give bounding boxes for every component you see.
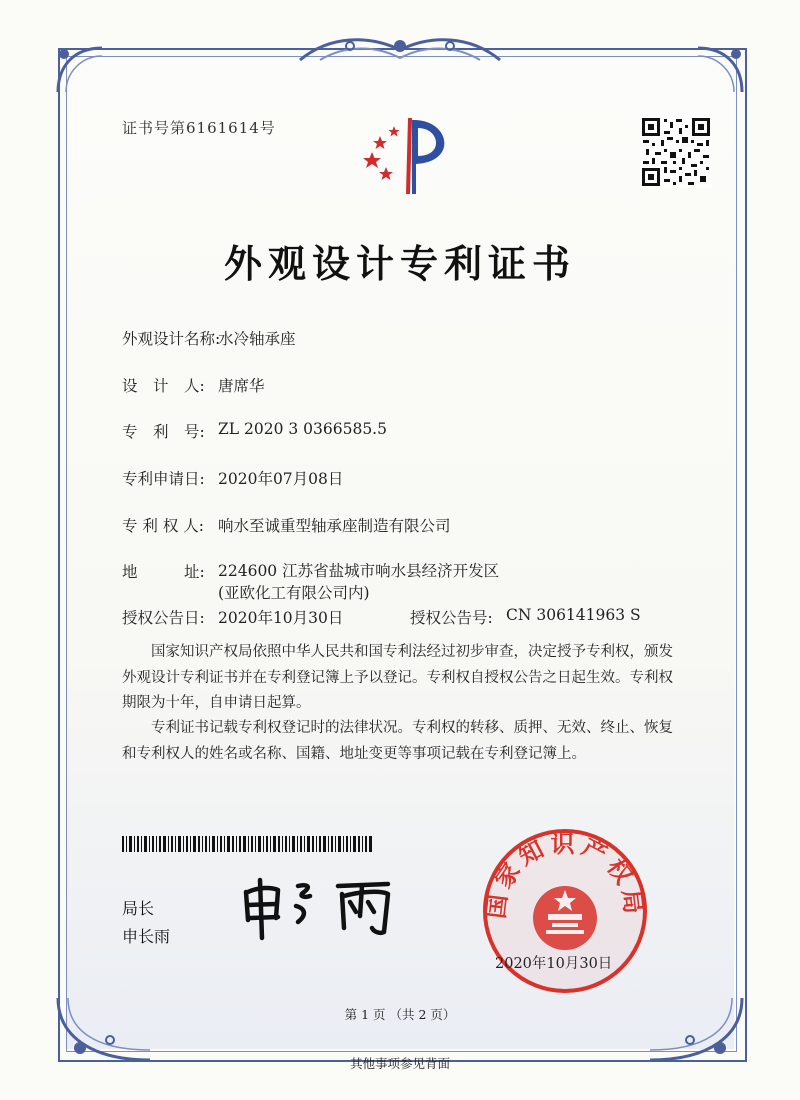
seal-date: 2020年10月30日 <box>495 956 613 972</box>
patentee-value: 响水至诚重型轴承座制造有限公司 <box>218 517 451 535</box>
designer-label: 设 计 人: <box>122 377 205 395</box>
certificate-title: 外观设计专利证书 <box>223 241 576 286</box>
designer-value: 唐席华 <box>218 377 265 395</box>
address-row <box>122 560 500 602</box>
handwritten-signature <box>238 872 418 942</box>
cnipa-logo-icon <box>350 112 470 202</box>
director-name: 申长雨 <box>122 927 171 946</box>
address-label: 地 址: <box>122 563 205 581</box>
patent-number-row <box>122 420 387 442</box>
grant-date-value: 2020年10月30日 <box>218 609 344 627</box>
footer-note: 其他事项参见背面 <box>349 1056 450 1071</box>
corner-ornament-top-right <box>690 40 750 100</box>
qr-code-icon <box>640 116 712 188</box>
designer-row <box>122 374 265 396</box>
filing-date-value: 2020年07月08日 <box>218 470 344 488</box>
top-ornament <box>290 30 510 70</box>
filing-date-row <box>122 467 344 489</box>
statement-paragraph-1: 国家知识产权局依照中华人民共和国专利法经过初步审查，决定授予专利权，颁发外观设计专利证书并在专利登记簿上予以登记。专利权自授权公告之日起生效。专利权期限为十年，自申请日起算。 <box>122 644 673 711</box>
patentee-label: 专 利 权 人: <box>122 517 205 535</box>
seal-text: 国家知识产权局 <box>483 832 647 921</box>
barcode-icon <box>122 836 372 852</box>
patentee-row <box>122 514 451 536</box>
patent-number-label: 专 利 号: <box>122 423 205 441</box>
grant-date-row <box>122 606 344 628</box>
certificate-number: 证书号第6161614号 <box>122 119 276 137</box>
design-name-row <box>122 327 296 349</box>
page-number: 第 1 页 （共 2 页） <box>344 1007 456 1022</box>
corner-ornament-top-left <box>50 40 110 100</box>
grant-number-row <box>410 606 641 628</box>
grant-number-value: CN 306141963 S <box>506 606 641 624</box>
address-value: 224600 江苏省盐城市响水县经济开发区(亚欧化工有限公司内) <box>218 562 500 602</box>
grant-number-label: 授权公告号: <box>410 609 493 627</box>
filing-date-label: 专利申请日: <box>122 470 205 488</box>
design-name-value: 水冷轴承座 <box>218 330 296 348</box>
grant-date-label: 授权公告日: <box>122 609 205 627</box>
design-name-label: 外观设计名称: <box>122 330 221 348</box>
director-title: 局长 <box>122 899 155 918</box>
statement-paragraph-2: 专利证书记载专利权登记时的法律状况。专利权的转移、质押、无效、终止、恢复和专利权人的姓名或名称、国籍、地址变更等事项记载在专利登记簿上。 <box>122 720 673 762</box>
patent-number-value: ZL 2020 3 0366585.5 <box>218 420 387 438</box>
